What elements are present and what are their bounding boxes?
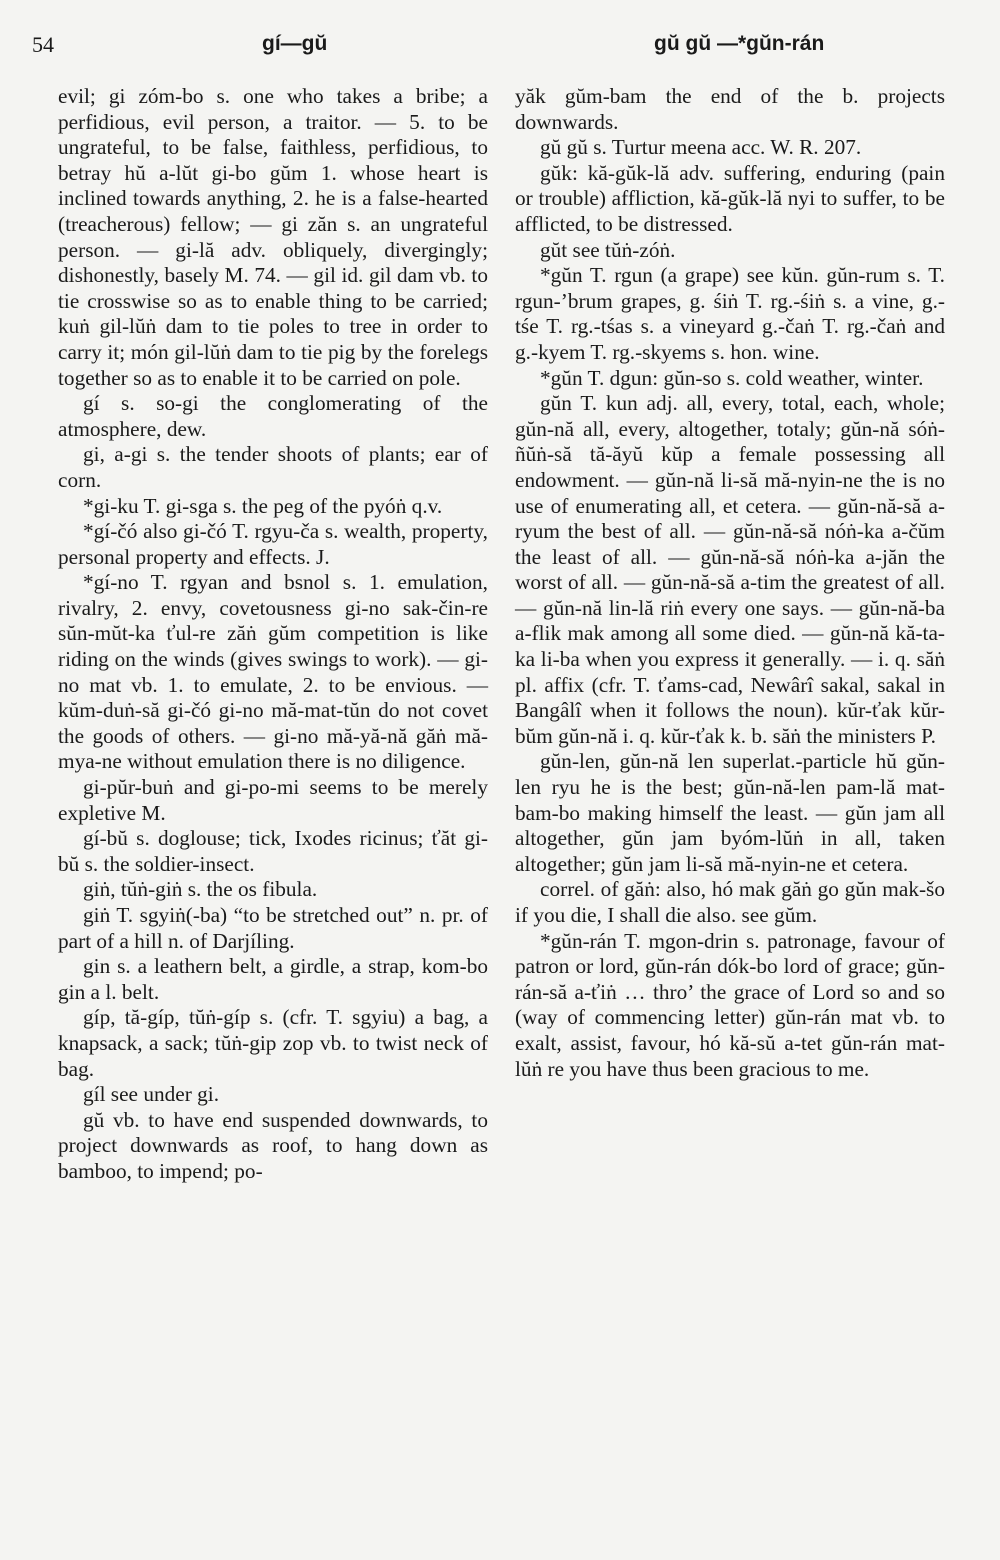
dictionary-entry: gí-bŭ s. doglouse; tick, Ixodes ricinus; ťăt gi-bŭ s. the soldier-insect. — [58, 826, 488, 876]
dictionary-entry: *gi-ku T. gi-sga s. the peg of the pyóṅ q.v. — [83, 493, 443, 518]
dictionary-entry: gi, a-gi s. the tender shoots of plants; ear of corn. — [58, 442, 488, 492]
page-number: 54 — [32, 32, 54, 57]
dictionary-entry: *gŭn T. dgun: gŭn-so s. cold weather, winter. — [540, 365, 924, 390]
dictionary-entry: gi-pŭr-buṅ and gi-po-mi seems to be merely expletive M. — [58, 775, 488, 825]
dictionary-entry: gŭn T. kun adj. all, every, total, each, whole; gŭn-nă all, every, altogether, totaly; gŭn-nă sóṅ-ñŭṅ-să tă-ăyŭ kŭp a female possessing all endowment. — gŭn-nă li-să mă-nyin-ne the is no use of enumerating all, et cetera. — gŭn-nă-să a-ryum the best of all. — gŭn-nă-să nóṅ-ka a-čŭm the least of all. — gŭn-nă-să nóṅ-ka a-jăn the worst of all. — gŭn-nă-să a-tim the greatest of all. — gŭn-nă lin-lă riṅ every one says. — gŭn-nă-ba a-flik mak among all some died. — gŭn-nă kă-ta-ka li-ba when you express it generally. — i. q. săṅ pl. affix (cfr. T. ťams-cad, Newârî sakal, sakal in Bangâlî when it follows the noun). kŭr-ťak kŭr-bŭm gŭn-nă i. q. kŭr-ťak k. b. săṅ the ministers P. — [515, 391, 945, 748]
entry-continuation: yăk gŭm-bam the end of the b. projects downwards. — [515, 84, 945, 134]
dictionary-entry: gŭ vb. to have end suspended downwards, to project downwards as roof, to hang down as bamboo, to impend; po- — [58, 1107, 488, 1183]
dictionary-entry: *gŭn T. rgun (a grape) see kŭn. gŭn-rum s. T. rgun-’brum grapes, g. śiṅ T. rg.-śiṅ s. a vine, g.-tśe T. rg.-tśas s. a vineyard g.-čaṅ T. rg.-čaṅ and g.-kyem T. rg.-skyems s. hon. wine. — [515, 263, 945, 364]
dictionary-entry: *gí-no T. rgyan and bsnol s. 1. emulation, rivalry, 2. envy, covetousness gi-no sak-čin-re sŭn-mŭt-ka ťul-re zăṅ gŭm competition is like riding on the winds (gives swings to work). — gi-no mat vb. 1. to emulate, 2. to be envious. — kŭm-duṅ-să gi-čó gi-no mă-mat-tŭn do not covet the goods of others. — gi-no mă-yă-nă găṅ mă-mya-ne without emulation there is no diligence. — [58, 570, 488, 774]
left-column — [58, 84, 488, 1185]
dictionary-entry: gŭt see tŭṅ-zóṅ. — [540, 237, 676, 262]
dictionary-entry: *gŭn-rán T. mgon-drin s. patronage, favour of patron or lord, gŭn-rán dók-bo lord of grace; gŭn-rán-să a-ťiṅ … thro’ the grace of Lord so and so (way of commencing letter) gŭn-rán mat vb. to exalt, assist, favour, hó kă-sŭ a-tet gŭn-rán mat-lŭṅ re you have thus been gracious to me. — [515, 928, 945, 1081]
dictionary-entry: gŭk: kă-gŭk-lă adv. suffering, enduring (pain or trouble) affliction, kă-gŭk-lă nyi to suffer, to be afflicted, to be distressed. — [515, 160, 945, 236]
left-running-head: gí—gŭ — [262, 32, 328, 55]
dictionary-entry: gin s. a leathern belt, a girdle, a strap, kom-bo gin a l. belt. — [58, 954, 488, 1004]
right-column — [515, 84, 945, 1082]
dictionary-entry: giṅ, tŭṅ-giṅ s. the os fibula. — [83, 877, 318, 902]
entry-continuation: evil; gi zóm-bo s. one who takes a bribe; a perfidious, evil person, a traitor. — 5. to be ungrateful, to be false, faithless, perfidious, to betray hŭ a-lŭt gi-bo gŭm 1. whose heart is inclined towards anything, 2. he is a false-hearted (treacherous) fellow; — gi zăn s. an ungrateful person. — gi-lă adv. obliquely, divergingly; dishonestly, basely M. 74. — gil id. gil dam vb. to tie crosswise so as to enable thing to be carried; kuṅ gil-lŭṅ dam to tie poles to tree in order to carry it; món gil-lŭṅ dam to tie pig by the forelegs together so as to enable it to be carried on pole. — [58, 84, 488, 390]
dictionary-entry: gŭ gŭ s. Turtur meena acc. W. R. 207. — [540, 135, 862, 160]
dictionary-entry: *gí-čó also gi-čó T. rgyu-ča s. wealth, property, personal property and effects. J. — [58, 519, 488, 569]
dictionary-entry: correl. of găṅ: also, hó mak găṅ go gŭn mak-šo if you die, I shall die also. see gŭm. — [515, 877, 945, 927]
right-running-head: gŭ gŭ —*gŭn-rán — [654, 32, 825, 55]
dictionary-entry: gíl see under gi. — [83, 1082, 220, 1107]
running-header — [32, 32, 952, 66]
dictionary-entry: giṅ T. sgyiṅ(-ba) “to be stretched out” n. pr. of part of a hill n. of Darjíling. — [58, 903, 488, 953]
dictionary-entry: gŭn-len, gŭn-nă len superlat.-particle hŭ gŭn-len ryu he is the best; gŭn-nă-len pam-lă mat-bam-bo making himself the least. — gŭn jam all altogether, gŭn jam byóm-lŭṅ in all, taken altogether; gŭn jam li-să mă-nyin-ne et cetera. — [515, 749, 945, 876]
dictionary-entry: gí s. so-gi the conglomerating of the atmosphere, dew. — [58, 391, 488, 441]
dictionary-entry: gíp, tă-gíp, tŭṅ-gíp s. (cfr. T. sgyiu) a bag, a knapsack, a sack; tŭṅ-gip zop vb. to twist neck of bag. — [58, 1005, 488, 1081]
